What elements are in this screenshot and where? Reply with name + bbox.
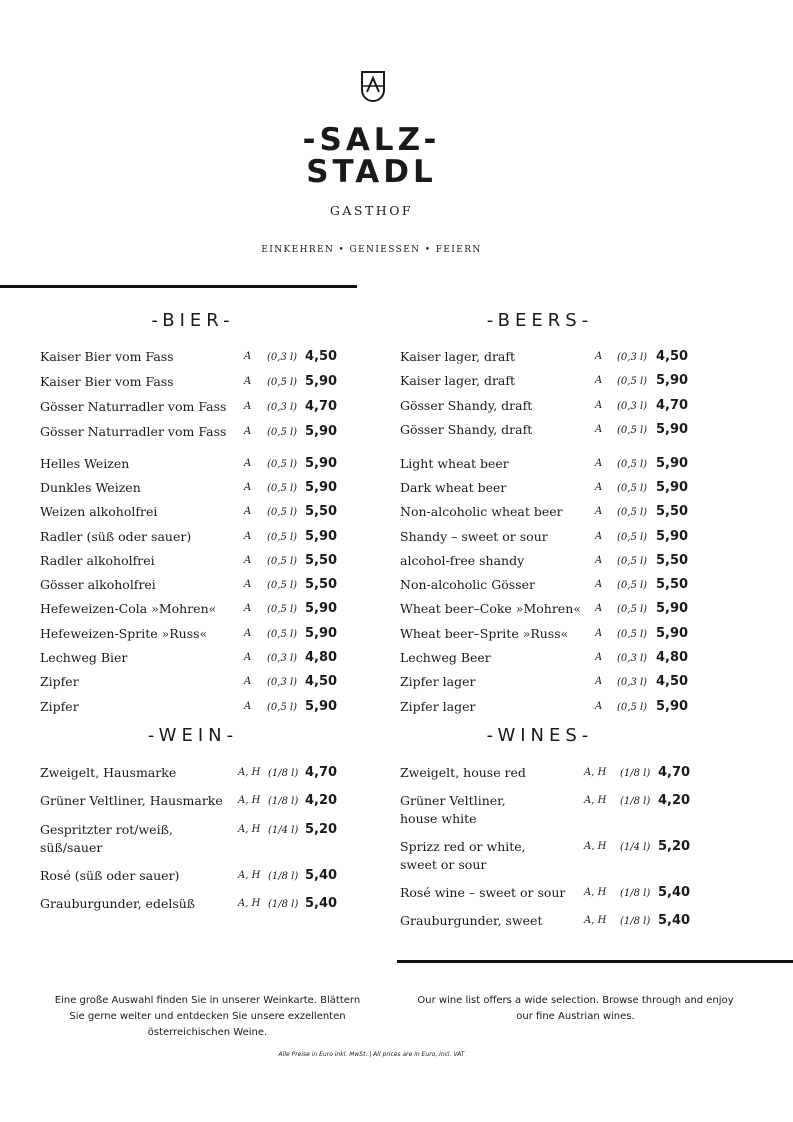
item-price: 4,80 xyxy=(305,650,338,665)
item-volume: (1/8 l) xyxy=(268,871,299,882)
item-name: Rosé wine – sweet or sour xyxy=(400,885,566,900)
item-price: 5,90 xyxy=(656,422,689,437)
item-name: Dark wheat beer xyxy=(400,480,507,495)
item-name: Hefeweizen-Sprite »Russ« xyxy=(40,626,208,641)
item-price: 5,40 xyxy=(658,913,691,928)
item-volume: (0,3 l) xyxy=(267,653,298,664)
item-name: Hefeweizen-Cola »Mohren« xyxy=(40,601,217,616)
item-allergens: A xyxy=(595,579,603,590)
item-price: 4,50 xyxy=(656,674,689,689)
wine-list-note-en xyxy=(378,993,773,1025)
item-price: 4,50 xyxy=(305,674,338,689)
item-volume: (0,5 l) xyxy=(617,702,648,713)
item-volume: (0,5 l) xyxy=(267,459,298,470)
item-volume: (1/8 l) xyxy=(620,768,651,779)
item-price: 5,90 xyxy=(305,626,338,641)
menu-item xyxy=(40,480,380,498)
item-volume: (1/4 l) xyxy=(620,842,651,853)
item-name: Wheat beer–Coke »Mohren« xyxy=(400,601,581,616)
item-allergens: A xyxy=(244,351,252,362)
menu-item xyxy=(40,601,380,619)
item-allergens: A xyxy=(244,652,252,663)
item-name: Gösser Shandy, draft xyxy=(400,422,533,437)
item-allergens: A xyxy=(595,400,603,411)
item-volume: (0,5 l) xyxy=(617,459,648,470)
item-name: Gösser alkoholfrei xyxy=(40,577,156,592)
item-volume: (0,5 l) xyxy=(617,604,648,615)
menu-item xyxy=(400,674,740,692)
item-allergens: A xyxy=(244,676,252,687)
menu-item xyxy=(40,374,380,392)
item-volume: (1/8 l) xyxy=(268,899,299,910)
item-price: 4,20 xyxy=(658,793,691,808)
brand-name-line1: -SALZ- xyxy=(302,122,441,158)
item-name: Dunkles Weizen xyxy=(40,480,141,495)
menu-item xyxy=(40,765,380,783)
menu-item xyxy=(40,650,380,668)
item-price: 5,50 xyxy=(305,553,338,568)
menu-item xyxy=(400,480,740,498)
item-name: Sprizz red or white, xyxy=(400,839,526,854)
menu-item xyxy=(400,577,740,595)
item-price: 5,90 xyxy=(656,626,689,641)
item-name-continued: sweet or sour xyxy=(400,857,487,872)
item-allergens: A xyxy=(244,401,252,412)
item-allergens: A xyxy=(595,628,603,639)
item-allergens: A xyxy=(244,506,252,517)
wine-list-note-de xyxy=(20,993,395,1041)
item-price: 4,70 xyxy=(658,765,691,780)
item-allergens: A xyxy=(244,482,252,493)
item-allergens: A, H xyxy=(238,824,261,835)
item-price: 5,90 xyxy=(656,699,689,714)
item-volume: (0,5 l) xyxy=(617,425,648,436)
item-volume: (1/4 l) xyxy=(268,825,299,836)
item-volume: (0,3 l) xyxy=(617,653,648,664)
item-price: 5,90 xyxy=(656,529,689,544)
menu-item xyxy=(400,553,740,571)
item-volume: (0,3 l) xyxy=(267,352,298,363)
item-volume: (0,5 l) xyxy=(267,507,298,518)
price-disclaimer: Alle Preise in Euro inkl. MwSt. | All prices are in Euro, incl. VAT xyxy=(278,1051,465,1058)
item-name: Lechweg Beer xyxy=(400,650,491,665)
item-name: Zipfer lager xyxy=(400,674,476,689)
item-volume: (1/8 l) xyxy=(620,916,651,927)
item-allergens: A xyxy=(244,376,252,387)
item-volume: (0,3 l) xyxy=(617,677,648,688)
menu-item xyxy=(400,626,740,644)
item-allergens: A xyxy=(595,424,603,435)
item-volume: (0,3 l) xyxy=(267,677,298,688)
item-allergens: A xyxy=(595,506,603,517)
item-volume: (0,5 l) xyxy=(267,629,298,640)
note-de-line: österreichischen Weine. xyxy=(147,1027,268,1038)
item-name: Light wheat beer xyxy=(400,456,509,471)
item-price: 5,90 xyxy=(305,374,338,389)
item-allergens: A xyxy=(595,603,603,614)
menu-item xyxy=(400,699,740,717)
section-title-wines: -WINES- xyxy=(486,725,594,746)
item-name: Lechweg Bier xyxy=(40,650,128,665)
menu-item xyxy=(40,424,380,442)
menu-item xyxy=(400,529,740,547)
item-price: 4,50 xyxy=(656,349,689,364)
item-name: Weizen alkoholfrei xyxy=(40,504,158,519)
menu-item xyxy=(40,553,380,571)
item-price: 5,40 xyxy=(658,885,691,900)
item-price: 5,90 xyxy=(305,480,338,495)
item-volume: (0,5 l) xyxy=(617,532,648,543)
note-en-line: our fine Austrian wines. xyxy=(516,1011,635,1022)
item-volume: (0,5 l) xyxy=(617,629,648,640)
item-allergens: A, H xyxy=(584,915,607,926)
item-volume: (0,5 l) xyxy=(267,580,298,591)
item-volume: (0,5 l) xyxy=(267,604,298,615)
note-de-line: Sie gerne weiter und entdecken Sie unsere exzellenten xyxy=(69,1011,346,1022)
item-name: Radler alkoholfrei xyxy=(40,553,155,568)
item-price: 5,90 xyxy=(305,601,338,616)
item-allergens: A xyxy=(595,458,603,469)
item-name: Kaiser lager, draft xyxy=(400,373,516,388)
item-allergens: A xyxy=(244,603,252,614)
menu-item xyxy=(40,868,380,886)
item-allergens: A, H xyxy=(238,898,261,909)
menu-item xyxy=(40,793,380,811)
item-allergens: A xyxy=(244,555,252,566)
menu-item xyxy=(400,398,740,416)
item-name: Kaiser Bier vom Fass xyxy=(40,349,174,364)
divider-top xyxy=(0,285,357,288)
item-price: 5,40 xyxy=(305,868,338,883)
item-volume: (1/8 l) xyxy=(268,768,299,779)
menu-item xyxy=(400,793,740,829)
item-name: Shandy – sweet or sour xyxy=(400,529,548,544)
item-price: 4,70 xyxy=(305,765,338,780)
item-volume: (0,5 l) xyxy=(617,376,648,387)
menu-item xyxy=(400,422,740,440)
menu-item xyxy=(40,626,380,644)
menu-item xyxy=(40,577,380,595)
item-name: Wheat beer–Sprite »Russ« xyxy=(400,626,569,641)
brand-name-line2: STADL xyxy=(306,154,437,190)
menu-item xyxy=(400,349,740,367)
item-name: Non-alcoholic Gösser xyxy=(400,577,535,592)
item-name: Grauburgunder, sweet xyxy=(400,913,543,928)
item-allergens: A xyxy=(595,375,603,386)
item-volume: (0,5 l) xyxy=(267,702,298,713)
item-volume: (0,5 l) xyxy=(617,483,648,494)
item-volume: (0,3 l) xyxy=(617,401,648,412)
item-allergens: A xyxy=(244,426,252,437)
item-price: 4,80 xyxy=(656,650,689,665)
item-allergens: A, H xyxy=(238,870,261,881)
item-price: 5,50 xyxy=(305,504,338,519)
item-price: 5,40 xyxy=(305,896,338,911)
item-price: 5,20 xyxy=(305,822,338,837)
item-allergens: A xyxy=(595,531,603,542)
item-price: 5,50 xyxy=(656,504,689,519)
tagline: EINKEHREN • GENIESSEN • FEIERN xyxy=(261,245,482,255)
item-price: 5,50 xyxy=(305,577,338,592)
item-volume: (1/8 l) xyxy=(620,888,651,899)
item-allergens: A xyxy=(595,482,603,493)
menu-item xyxy=(400,839,740,875)
item-price: 4,70 xyxy=(305,399,338,414)
item-name: Gösser Naturradler vom Fass xyxy=(40,424,227,439)
menu-item xyxy=(40,349,380,367)
item-name: Kaiser Bier vom Fass xyxy=(40,374,174,389)
item-name: Zipfer lager xyxy=(400,699,476,714)
item-allergens: A, H xyxy=(584,767,607,778)
menu-item xyxy=(40,399,380,417)
menu-item xyxy=(400,373,740,391)
item-volume: (0,5 l) xyxy=(267,377,298,388)
item-allergens: A, H xyxy=(238,795,261,806)
item-allergens: A xyxy=(244,458,252,469)
item-allergens: A xyxy=(595,351,603,362)
menu-item xyxy=(400,650,740,668)
item-name: Grüner Veltliner, Hausmarke xyxy=(40,793,223,808)
section-title-wein: -WEIN- xyxy=(147,725,239,746)
item-name-continued: house white xyxy=(400,811,477,826)
item-volume: (0,3 l) xyxy=(617,352,648,363)
item-name: Zweigelt, house red xyxy=(400,765,526,780)
section-title-bier: -BIER- xyxy=(151,310,235,331)
item-allergens: A, H xyxy=(584,841,607,852)
menu-item xyxy=(400,765,740,783)
menu-item xyxy=(40,504,380,522)
item-allergens: A xyxy=(244,531,252,542)
menu-item xyxy=(400,885,740,903)
item-price: 5,20 xyxy=(658,839,691,854)
menu-item xyxy=(400,456,740,474)
item-volume: (0,5 l) xyxy=(617,580,648,591)
item-price: 4,70 xyxy=(656,398,689,413)
item-allergens: A xyxy=(595,652,603,663)
item-name: alcohol-free shandy xyxy=(400,553,525,568)
item-price: 5,90 xyxy=(305,456,338,471)
note-en-line: Our wine list offers a wide selection. Browse through and enjoy xyxy=(417,995,734,1006)
item-allergens: A xyxy=(595,555,603,566)
menu-item xyxy=(400,601,740,619)
item-allergens: A xyxy=(244,579,252,590)
item-price: 5,50 xyxy=(656,577,689,592)
item-volume: (0,5 l) xyxy=(617,507,648,518)
item-volume: (0,3 l) xyxy=(267,402,298,413)
item-name: Kaiser lager, draft xyxy=(400,349,516,364)
menu-item xyxy=(40,699,380,717)
menu-item xyxy=(400,504,740,522)
item-price: 4,50 xyxy=(305,349,338,364)
section-title-beers: -BEERS- xyxy=(486,310,594,331)
item-name-continued: süß/sauer xyxy=(40,840,103,855)
item-name: Non-alcoholic wheat beer xyxy=(400,504,563,519)
item-name: Radler (süß oder sauer) xyxy=(40,529,192,544)
item-name: Gespritzter rot/weiß, xyxy=(40,822,173,837)
menu-item xyxy=(40,896,380,914)
item-volume: (0,5 l) xyxy=(267,556,298,567)
item-price: 5,90 xyxy=(656,373,689,388)
item-name: Gösser Shandy, draft xyxy=(400,398,533,413)
item-price: 5,90 xyxy=(305,699,338,714)
item-name: Helles Weizen xyxy=(40,456,130,471)
item-name: Zipfer xyxy=(40,674,79,689)
brand-subtitle: GASTHOF xyxy=(329,203,414,218)
item-name: Grüner Veltliner, xyxy=(400,793,506,808)
menu-item xyxy=(40,529,380,547)
item-price: 5,90 xyxy=(305,424,338,439)
item-allergens: A, H xyxy=(238,767,261,778)
item-name: Zipfer xyxy=(40,699,79,714)
item-allergens: A xyxy=(244,701,252,712)
divider-bottom xyxy=(397,960,793,963)
item-volume: (0,5 l) xyxy=(617,556,648,567)
item-price: 5,90 xyxy=(656,456,689,471)
item-volume: (1/8 l) xyxy=(620,796,651,807)
item-price: 4,20 xyxy=(305,793,338,808)
item-name: Gösser Naturradler vom Fass xyxy=(40,399,227,414)
item-name: Rosé (süß oder sauer) xyxy=(40,868,180,883)
menu-item xyxy=(400,913,740,931)
note-de-line: Eine große Auswahl finden Sie in unserer Weinkarte. Blättern xyxy=(54,995,361,1006)
item-price: 5,50 xyxy=(656,553,689,568)
item-price: 5,90 xyxy=(656,601,689,616)
menu-item xyxy=(40,822,380,858)
item-allergens: A xyxy=(244,628,252,639)
item-allergens: A, H xyxy=(584,887,607,898)
menu-item xyxy=(40,674,380,692)
item-price: 5,90 xyxy=(656,480,689,495)
item-name: Zweigelt, Hausmarke xyxy=(40,765,177,780)
item-allergens: A, H xyxy=(584,795,607,806)
item-volume: (0,5 l) xyxy=(267,427,298,438)
salzstadl-logo-icon xyxy=(360,70,386,104)
item-name: Grauburgunder, edelsüß xyxy=(40,896,196,911)
item-allergens: A xyxy=(595,701,603,712)
item-volume: (0,5 l) xyxy=(267,483,298,494)
item-volume: (0,5 l) xyxy=(267,532,298,543)
menu-item xyxy=(40,456,380,474)
item-allergens: A xyxy=(595,676,603,687)
item-volume: (1/8 l) xyxy=(268,796,299,807)
item-price: 5,90 xyxy=(305,529,338,544)
